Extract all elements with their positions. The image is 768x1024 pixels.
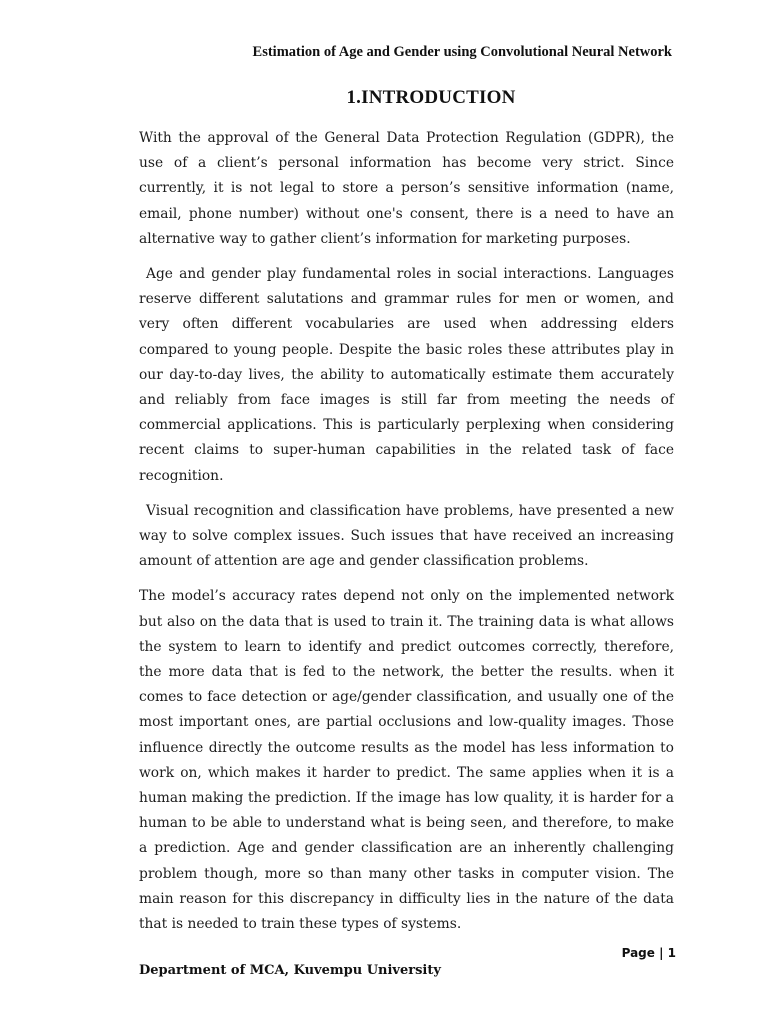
paragraph-visual-recognition: Visual recognition and classification have problems, have presented a new way to solve complex issues. Such issues that have received an increasing amount of attention are age and gender classification problems. — [139, 502, 674, 570]
running-header: Estimation of Age and Gender using Convolutional Neural Network — [252, 44, 672, 60]
paragraph-age-gender-roles: Age and gender play fundamental roles in social interactions. Languages reserve different salutations and grammar rules for men or women, and very often different vocabularies are used when addressing elders compared to young people. Despite the basic roles these attributes play in our day-to-day lives, the ability to automatically estimate them accurately and reliably from face images is still far from meeting the needs of commercial applications. This is particularly perplexing when considering recent claims to super-human capabilities in the related task of face recognition. — [139, 266, 674, 484]
footer-department: Department of MCA, Kuvempu University — [139, 963, 441, 978]
paragraph-model-accuracy: The model’s accuracy rates depend not only on the implemented network but also on the data that is used to train it. The training data is what allows the system to learn to identify and predict outcomes correctly, therefore, the more data that is fed to the network, the better the results. when it comes to face detection or age/gender classification, and usually one of the most important ones, are partial occlusions and low-quality images. Those influence directly the outcome results as the model has less information to work on, which makes it harder to predict. The same applies when it is a human making the prediction. If the image has low quality, it is harder for a human to be able to understand what is being seen, and therefore, to make a prediction. Age and gender classification are an inherently challenging problem though, more so than many other tasks in computer vision. The main reason for this discrepancy in difficulty lies in the nature of the data that is needed to train these types of systems. — [139, 588, 674, 933]
body-text — [139, 126, 674, 937]
section-title: 1.INTRODUCTION — [346, 87, 516, 108]
page-number: Page | 1 — [621, 946, 676, 960]
paragraph-gdpr: With the approval of the General Data Protection Regulation (GDPR), the use of a client’s personal information has become very strict. Since currently, it is not legal to store a person’s sensitive information (name, email, phone number) without one's consent, there is a need to have an alternative way to gather client’s information for marketing purposes. — [139, 130, 674, 247]
